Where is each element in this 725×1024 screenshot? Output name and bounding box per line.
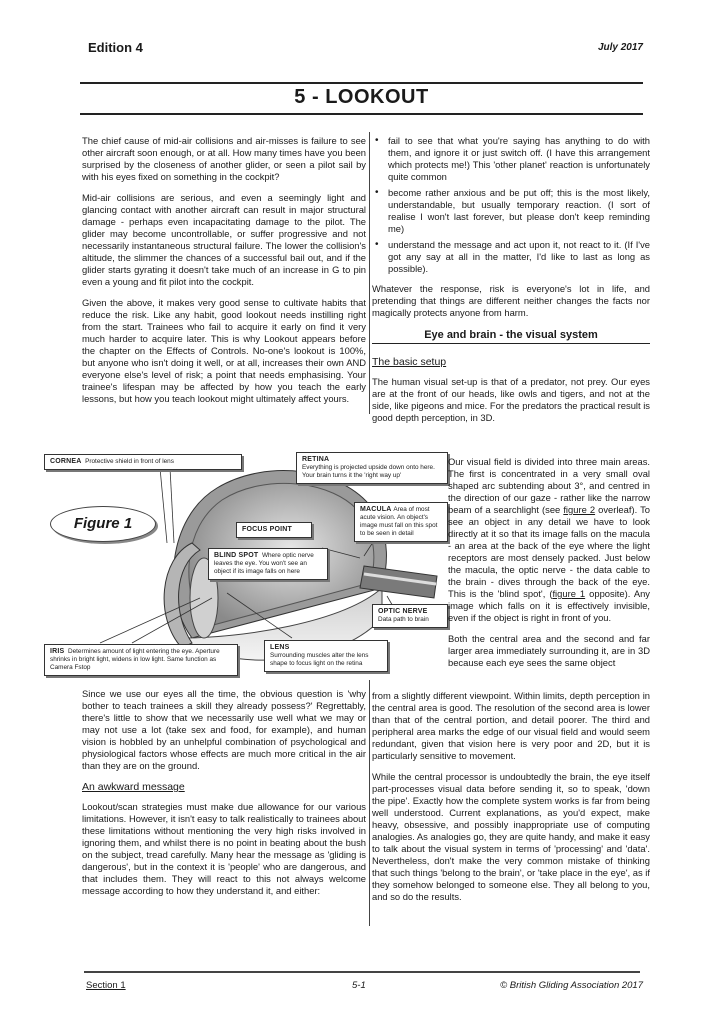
edition-label: Edition 4: [88, 40, 143, 55]
callout-title: MACULA: [360, 506, 392, 513]
subsection-heading: The basic setup: [372, 356, 447, 368]
callout-cornea: [44, 454, 242, 470]
section-heading: Eye and brain - the visual system: [372, 329, 650, 344]
callout-optic-nerve: [372, 604, 448, 628]
callout-text: Determines amount of light entering the eye. Aperture shrinks in bright light, widens in low light. Same function as Camera Fstop: [50, 648, 220, 671]
callout-title: FOCUS POINT: [242, 526, 293, 533]
footer-rule: [84, 971, 640, 973]
callout-title: OPTIC NERVE: [378, 608, 428, 615]
callout-text: Where optic nerve leaves the eye. You won't see an object if its image falls on here: [214, 552, 314, 575]
callout-text: Everything is projected upside down onto here. Your brain turns it the 'right way up': [302, 464, 435, 479]
callout-title: LENS: [270, 644, 290, 651]
paragraph: Since we use our eyes all the time, the obvious question is 'why bother to teach trainees a skill they already possess?' Regrettably, there's little to show that we necessarily use well what we may or may not use a lot (take sex and food, for example), and human vision is hobbled by an unhelpful combination of psychological and physiological factors whose effects are much more critical in the air than they are on the ground.: [82, 688, 366, 771]
footer-section: Section 1: [86, 980, 126, 991]
list-item: • become rather anxious and be put off; this is the most likely, understandable, but usually temporary reaction. (I sort of realise I won't last forever, but please don't keep reminding me): [372, 187, 650, 235]
date-label: July 2017: [597, 42, 643, 53]
column-divider: [369, 132, 370, 414]
callout-retina: [296, 452, 448, 484]
column-divider-lower: [369, 680, 370, 926]
figure-1-link[interactable]: figure 1: [552, 588, 586, 599]
footer-page-number: 5-1: [352, 980, 366, 991]
text-run: Our visual field is divided into three main areas. The first is concentrated in a very small oval shaped arc subtending about 3°, and centred in the direction of our gaze - rather like the narrow beam of a searchlight (see: [448, 456, 650, 515]
text-run: overleaf). To see an object in any detail we have to look directly at it so that its image falls on the macula - an area at the back of the eye where the light receptors are most densely packed. Just below the macula, the optic nerve - the data cable to the brain - dives through the back of the eye. This is the 'blind spot', (: [448, 504, 650, 599]
figure-label: Figure 1: [50, 506, 156, 542]
paragraph: Both the central area and the second and far larger area immediately surrounding it, are in 3D because each eye sees the same object: [448, 633, 650, 668]
callout-blind-spot: [208, 548, 328, 580]
callout-title: RETINA: [302, 456, 330, 463]
paragraph: Whatever the response, risk is everyone's lot in life, and pretending that things are different neither changes the facts nor magically protects anyone from harm.: [372, 283, 650, 318]
paragraph: [448, 456, 650, 624]
paragraph: The chief cause of mid-air collisions and air-misses is failure to see other aircraft soon enough, or at all. How many times have you been surprised by the closeness of another glider, or seen a pilot sail by with his eyes fixed on something in the cockpit?: [82, 135, 367, 182]
callout-lens: [264, 640, 388, 672]
callout-text: Surrounding muscles alter the lens shape to focus light on the retina: [270, 652, 369, 667]
footer-copyright: © British Gliding Association 2017: [500, 980, 643, 991]
right-column-continued: [448, 456, 650, 669]
response-list: [372, 135, 650, 275]
paragraph: The human visual set-up is that of a predator, not prey. Our eyes are at the front of our heads, like owls and tigers, and not at the side, like pigeons and mice. For the predators the practical result is good depth perception, in 3D.: [372, 376, 650, 423]
title-rule-bottom: [80, 113, 643, 115]
paragraph: from a slightly different viewpoint. Within limits, depth perception in the central area is good. The resolution of the second area is lower than that of the central portion, and detail poorer. The third and peripheral area marks the edge of our visual field and would seem redundant, given that vision here is very poor and 2D, but it is particularly sensitive to movement.: [372, 690, 650, 761]
list-item: • fail to see that what you're saying has anything to do with them, and ignore it or just switch off. (I have this arrangement which protects me!) This 'other planet' reaction is unfortunately quite common: [372, 135, 650, 183]
chapter-title: 5 - LOOKOUT: [294, 86, 429, 108]
callout-macula: [354, 502, 448, 542]
figure-2-link[interactable]: figure 2: [563, 504, 596, 515]
subsection-heading: An awkward message: [82, 781, 185, 793]
callout-text: Area of most acute vision. An object's image must fall on this spot to be seen in detail: [360, 506, 438, 537]
paragraph: Lookout/scan strategies must make due allowance for our various limitations. However, it isn't easy to talk realistically to trainees about these limitations without mentioning the very high risks involved in ignoring them, and whilst there is no point in beating about the bush on the subject, tread carefully. Many hear the message as 'gliding is dangerous', but in the context it is 'people' who are dangerous, and that includes them. They will react to this not always welcome message according to how they understand it, and either:: [82, 801, 366, 896]
paragraph: While the central processor is undoubtedly the brain, the eye itself part-processes visual data before sending it, so to speak, 'down the pipe'. Exactly how the complete system works is far from being well understood. Current explanations, as you'd expect, make heavy, obsessive, and possibly inappropriate use of computing analogies. As analogies go, they are quite handy, and make it easy to talk about the visual system in terms of 'processing' and 'data'. Nevertheless, don't make the very common mistake of thinking that such things 'belong to the brain', or 'take place in the eye', as if they somehow belonged to someone else. They all belong to you, and so do the results.: [372, 771, 650, 902]
callout-focus-point: [236, 522, 312, 538]
callout-text: Data path to brain: [378, 616, 429, 623]
right-column: [372, 135, 650, 424]
callout-title: IRIS: [50, 648, 65, 655]
eye-diagram-figure: [42, 448, 442, 680]
callout-title: BLIND SPOT: [214, 552, 259, 559]
title-rule-top: [80, 82, 643, 84]
left-column: [82, 135, 366, 414]
list-item: • understand the message and act upon it, not react to it. (If I've got any say at all in the matter, I'd like to last as long as possible).: [372, 239, 650, 275]
text-run: opposite). Any image which falls on it is effectively invisible, even if the object is right in front of you.: [448, 588, 650, 623]
callout-text: Protective shield in front of lens: [85, 458, 174, 465]
callout-title: CORNEA: [50, 458, 82, 465]
paragraph: Given the above, it makes very good sense to cultivate habits that reduce the risk. Like any habit, good lookout needs instilling right from the start. Trainees who fail to acquire it early on find it very much harder to acquire later. This is why Lookout appears before the chapter on the Effects of Controls. No-one's lookout is 100%, but anyone who isn't doing it well, or at all, increases their own AND everyone else's level of risk; a point that needs emphasising. Your trainee's lifespan may be affected by how you teach the early lessons, but how you teach lookout might ultimately affect yours.: [82, 297, 366, 404]
paragraph: Mid-air collisions are serious, and even a seemingly light and glancing contact with another aircraft can result in major structural damage - perhaps even incapacitating damage to the pilot. The glider may become uncontrollable, or suffer progressive and not necessarily instantaneous structural failure. The lower the collision's altitude, the slimmer the chances of a successful bail out, and if the glider starts gyrating it doesn't take much of an increase in G to pin even a young and fit pilot into the cockpit.: [82, 192, 366, 287]
callout-iris: [44, 644, 238, 676]
right-column-lower: [372, 690, 650, 912]
left-column-lower: [82, 688, 366, 906]
